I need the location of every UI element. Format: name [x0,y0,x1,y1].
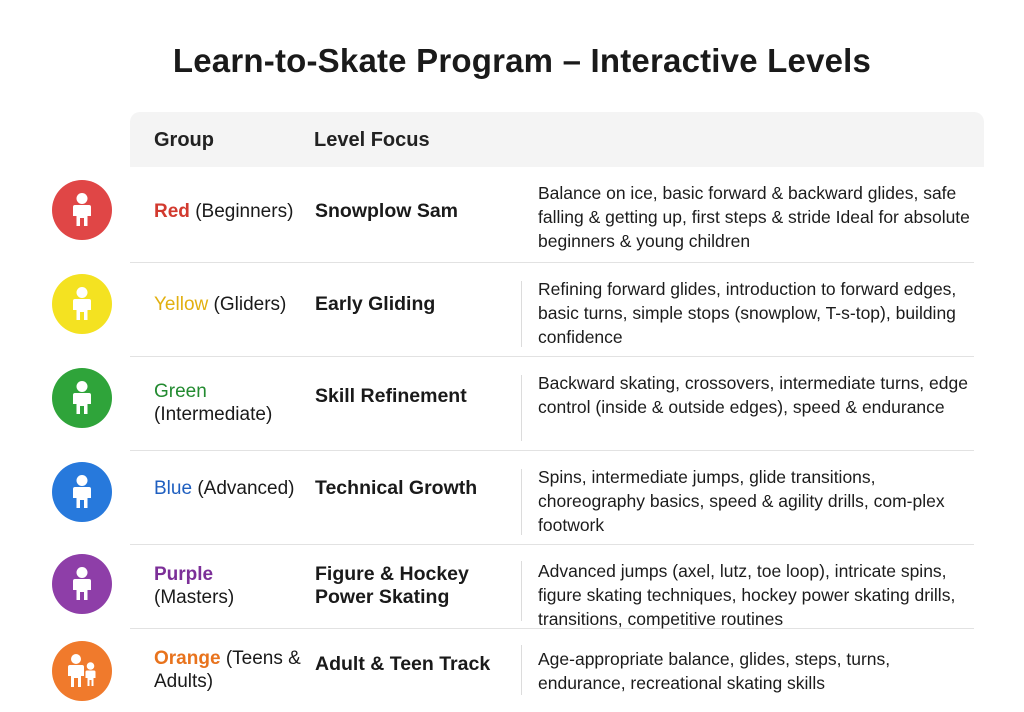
child-icon [52,180,112,240]
group-label [154,647,314,693]
table-row-orange [130,629,974,712]
table-row-green [130,357,974,451]
level-focus: Skill Refinement [315,385,467,407]
group-label [154,477,314,500]
family-icon [52,641,112,701]
level-description: Spins, intermediate jumps, glide transitions, choreography basics, speed & agility drills, com-plex footwork [538,467,945,535]
child-icon-svg [52,180,112,240]
group-color-name: Orange [154,648,221,669]
child-icon-svg [52,462,112,522]
group-color-name: Blue [154,478,193,499]
table-row-blue [130,451,974,545]
level-description: Advanced jumps (axel, lutz, toe loop), intricate spins, figure skating techniques, hockey power skating drills, transitions, competitive routines [538,561,956,629]
level-focus: Figure & Hockey Power Skating [315,563,469,608]
group-label [154,293,314,316]
child-icon [52,554,112,614]
group-detail: (Advanced) [197,478,295,499]
group-color-name: Purple [154,564,214,585]
level-focus: Adult & Teen Track [315,653,491,675]
level-focus: Snowplow Sam [315,200,459,222]
header-group: Group [154,129,214,151]
child-icon [52,462,112,522]
group-label [154,563,264,609]
family-icon-svg [52,641,112,701]
table-header [130,112,984,167]
group-detail: (Teens & Adults) [154,648,301,692]
group-label [154,200,314,223]
group-label [154,380,304,426]
table-row-yellow [130,263,974,357]
group-color-name: Green [154,381,207,402]
page-title: Learn-to-Skate Program – Interactive Levels [172,42,872,79]
header-level-focus: Level Focus [314,129,430,151]
group-detail: (Intermediate) [154,404,273,425]
levels-table [130,112,984,712]
column-divider [521,645,522,695]
table-row-purple [130,545,974,629]
group-detail: (Beginners) [195,201,294,222]
level-description: Age-appropriate balance, glides, steps, turns, endurance, recreational skating skills [538,649,891,693]
child-icon-svg [52,554,112,614]
level-description: Balance on ice, basic forward & backward glides, safe falling & getting up, first steps & stride Ideal for absolute beginners & young children [538,183,970,251]
level-focus: Early Gliding [315,293,436,315]
group-detail: (Masters) [154,587,235,608]
group-detail: (Gliders) [213,294,287,315]
child-icon-svg [52,368,112,428]
child-icon-svg [52,274,112,334]
child-icon [52,368,112,428]
level-focus: Technical Growth [315,477,478,499]
table-row-red [130,167,974,263]
level-description: Refining forward glides, introduction to forward edges, basic turns, simple stops (snowplow, T-s-top), building confidence [538,279,957,347]
group-color-name: Red [154,201,190,222]
group-color-name: Yellow [154,294,209,315]
column-divider [521,561,522,621]
child-icon [52,274,112,334]
level-description: Backward skating, crossovers, intermediate turns, edge control (inside & outside edges), speed & endurance [538,373,968,417]
